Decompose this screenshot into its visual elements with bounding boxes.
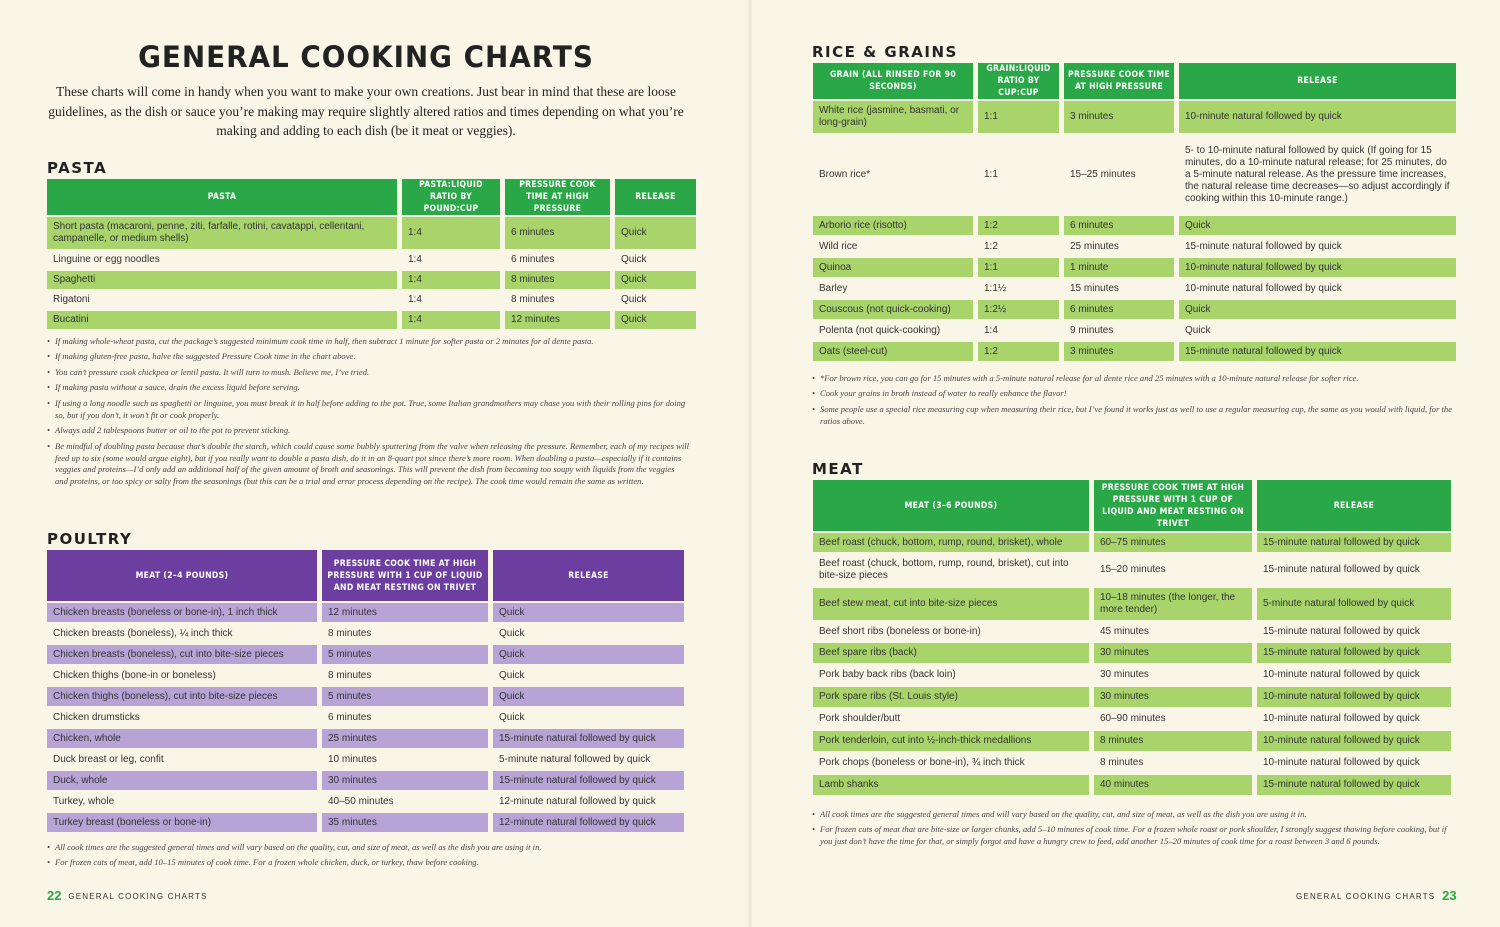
table-cell: Quick: [1179, 216, 1456, 235]
col-header: PRESSURE COOK TIME AT HIGH PRESSURE WITH 1 CUP OF LIQUID AND MEAT RESTING ON TRIVET: [1094, 480, 1252, 531]
col-header: PRESSURE COOK TIME AT HIGH PRESSURE: [1064, 63, 1174, 99]
table-cell: 15 minutes: [1070, 282, 1119, 294]
table-cell: Quinoa: [813, 258, 973, 277]
table-cell: Arborio rice (risotto): [813, 216, 973, 235]
table-cell: Chicken breasts (boneless or bone-in), 1 inch thick: [47, 603, 317, 622]
note-item: • *For brown rice, you can go for 15 minutes with a 5-minute natural release for al dente rice and 25 minutes with a 10-minute natural release for softer rice.: [812, 373, 1452, 385]
table-row: [47, 666, 684, 685]
table-cell: 1:2: [978, 342, 1059, 361]
table-cell: Quick: [499, 627, 525, 639]
table-cell: 15-minute natural followed by quick: [1263, 625, 1420, 637]
table-cell: Lamb shanks: [813, 775, 1089, 795]
table-cell: Duck breast or leg, confit: [53, 753, 164, 765]
table-cell: 3 minutes: [1064, 101, 1174, 133]
table-cell: 1 minute: [1064, 258, 1174, 277]
page-footer-left: [47, 888, 208, 903]
table-cell: 30 minutes: [1094, 687, 1252, 707]
table-cell: White rice (jasmine, basmati, or long-grain): [813, 101, 973, 133]
table-row: [813, 533, 1451, 552]
table-cell: 15-minute natural followed by quick: [1179, 342, 1456, 361]
note-item: • If making whole-wheat pasta, cut the package’s suggested minimum cook time in half, then subtract 1 minute for softer pasta or 2 minutes for al dente pasta.: [47, 336, 689, 348]
table-cell: 10-minute natural followed by quick: [1263, 713, 1420, 724]
table-cell: 1:2: [984, 240, 998, 252]
table-cell: 1:1½: [984, 282, 1007, 294]
table-cell: 35 minutes: [322, 813, 488, 832]
table-cell: Chicken drumsticks: [53, 711, 140, 723]
table-cell: 3 minutes: [1064, 342, 1174, 361]
meat-table: [808, 478, 1456, 797]
table-cell: 8 minutes: [328, 627, 372, 639]
table-cell: 40 minutes: [1094, 775, 1252, 795]
table-cell: 9 minutes: [1070, 324, 1114, 336]
table-cell: 10-minute natural followed by quick: [1179, 258, 1456, 277]
table-cell: Quick: [493, 603, 684, 622]
col-header: RELEASE: [1257, 480, 1451, 531]
table-cell: 15-minute natural followed by quick: [1257, 533, 1451, 552]
table-row: [813, 753, 1451, 773]
table-cell: 1:4: [402, 271, 500, 289]
page-footer-right: [1296, 888, 1457, 903]
table-row: [813, 237, 1456, 256]
table-cell: Chicken, whole: [47, 729, 317, 748]
table-cell: Brown rice*: [819, 168, 871, 180]
table-cell: 10-minute natural followed by quick: [1179, 101, 1456, 133]
table-cell: Quick: [621, 294, 647, 305]
table-cell: Beef short ribs (boneless or bone-in): [819, 625, 981, 637]
table-cell: 1:1: [978, 258, 1059, 277]
table-cell: Beef roast (chuck, bottom, rump, round, brisket), whole: [813, 533, 1089, 552]
pasta-notes: [47, 336, 689, 492]
table-cell: 1:4: [984, 324, 998, 336]
table-row: [813, 300, 1456, 319]
table-row: [813, 622, 1451, 641]
table-cell: 25 minutes: [322, 729, 488, 748]
poultry-heading: POULTRY: [47, 530, 133, 548]
table-cell: 15–20 minutes: [1100, 564, 1166, 575]
table-cell: 60–90 minutes: [1100, 713, 1166, 724]
table-cell: Bucatini: [47, 311, 397, 329]
table-cell: 5 minutes: [322, 687, 488, 706]
col-header: MEAT (2–4 POUNDS): [47, 550, 317, 601]
table-cell: 1:1: [978, 101, 1059, 133]
table-cell: Turkey breast (boneless or bone-in): [47, 813, 317, 832]
table-cell: 6 minutes: [511, 254, 555, 265]
table-cell: Couscous (not quick-cooking): [813, 300, 973, 319]
table-cell: Quick: [1179, 300, 1456, 319]
note-item: • All cook times are the suggested general times and will vary based on the quality, cut, and size of meat, as well as the dish you are using it in.: [812, 809, 1452, 821]
note-item: • If using a long noodle such as spaghetti or linguine, you must break it in half before adding to the pot. True, some Italian grandmothers may chase you with their rolling pins for doing so, but if you don’t, it won’t fit or cook properly.: [47, 398, 689, 422]
poultry-notes: [47, 842, 689, 873]
table-row: [47, 687, 684, 706]
table-row: [47, 645, 684, 664]
table-row: [47, 771, 684, 790]
col-header: GRAIN (ALL RINSED FOR 90 SECONDS): [813, 63, 973, 99]
page-number: 22: [47, 888, 62, 903]
table-cell: Chicken thighs (boneless), cut into bite-size pieces: [47, 687, 317, 706]
note-item: • If making gluten-free pasta, halve the suggested Pressure Cook time in the chart above.: [47, 351, 689, 363]
table-cell: 12-minute natural followed by quick: [499, 795, 656, 807]
table-cell: 1:4: [402, 217, 500, 249]
table-cell: 30 minutes: [1094, 643, 1252, 663]
table-row: [47, 708, 684, 727]
table-cell: 15-minute natural followed by quick: [1257, 775, 1451, 795]
poultry-table: [42, 548, 689, 834]
note-item: • For frozen cuts of meat, add 10–15 minutes of cook time. For a frozen whole chicken, duck, or turkey, thaw before cooking.: [47, 857, 689, 869]
note-item: • Be mindful of doubling pasta because that’s double the starch, which could cause some bubbly sputtering from the valve when releasing the pressure. Remember, each of my recipes will feed up to six (some would argue eight), but if you really want to double a pasta dish, do it in an 8-quart pot since there’s more room. When doubling a pasta—especially if it contains veggies and proteins—I’d only add an additional half of the given amount of broth and seasonings. This will prevent the dish from becoming too soupy with liquids from the veggies and proteins, or too spicy or salty from the seasonings (but this can be a trial and error process depending on the recipe). The cook time would remain the same as written.: [47, 441, 689, 488]
table-cell: 5-minute natural followed by quick: [1257, 588, 1451, 620]
table-cell: Quick: [499, 711, 525, 723]
table-cell: 6 minutes: [505, 217, 610, 249]
table-cell: Quick: [621, 254, 647, 265]
table-row: [47, 291, 696, 309]
table-row: [813, 135, 1456, 214]
rice-table: [808, 61, 1461, 363]
table-row: [47, 813, 684, 832]
table-cell: Turkey, whole: [53, 795, 115, 807]
table-cell: 8 minutes: [511, 294, 555, 305]
table-cell: 12 minutes: [322, 603, 488, 622]
col-header: RELEASE: [1179, 63, 1456, 99]
table-cell: Barley: [819, 282, 848, 294]
table-cell: Pork chops (boneless or bone-in), ¾ inch thick: [819, 757, 1025, 768]
table-row: [813, 588, 1451, 620]
table-row: [813, 258, 1456, 277]
col-header: PRESSURE COOK TIME AT HIGH PRESSURE: [505, 179, 610, 215]
table-cell: 10-minute natural followed by quick: [1263, 757, 1420, 768]
footer-label: GENERAL COOKING CHARTS: [68, 892, 208, 901]
table-cell: 8 minutes: [328, 669, 372, 681]
page-number: 23: [1442, 888, 1457, 903]
col-header: PRESSURE COOK TIME AT HIGH PRESSURE WITH 1 CUP OF LIQUID AND MEAT RESTING ON TRIVET: [322, 550, 488, 601]
table-cell: 30 minutes: [1100, 669, 1149, 680]
table-cell: Chicken breasts (boneless), ¼ inch thick: [53, 627, 233, 639]
col-header: MEAT (3–6 POUNDS): [813, 480, 1089, 531]
note-item: • Cook your grains in broth instead of water to really enhance the flavor!: [812, 388, 1452, 400]
table-row: [813, 342, 1456, 361]
pasta-heading: PASTA: [47, 159, 108, 177]
table-cell: 45 minutes: [1100, 625, 1149, 637]
table-cell: 8 minutes: [1100, 757, 1144, 768]
table-cell: 12 minutes: [505, 311, 610, 329]
col-header: PASTA: [47, 179, 397, 215]
note-item: • Always add 2 tablespoons butter or oil to the pot to prevent sticking.: [47, 425, 689, 437]
table-cell: Wild rice: [819, 240, 858, 252]
table-row: [47, 729, 684, 748]
table-cell: Quick: [493, 687, 684, 706]
note-item: • All cook times are the suggested general times and will vary based on the quality, cut, and size of meat, as well as the dish you are using it in.: [47, 842, 689, 854]
table-cell: Beef stew meat, cut into bite-size pieces: [813, 588, 1089, 620]
table-cell: 15-minute natural followed by quick: [493, 771, 684, 790]
table-cell: 1:2: [978, 216, 1059, 235]
col-header: GRAIN:LIQUID RATIO BY CUP:CUP: [978, 63, 1059, 99]
col-header: RELEASE: [493, 550, 684, 601]
table-cell: 10–18 minutes (the longer, the more tender): [1094, 588, 1252, 620]
table-cell: 1:4: [408, 294, 422, 305]
table-cell: Beef roast (chuck, bottom, rump, round, brisket), cut into bite-size pieces: [819, 558, 1069, 581]
table-cell: Chicken breasts (boneless), cut into bite-size pieces: [47, 645, 317, 664]
table-cell: Linguine or egg noodles: [53, 254, 160, 265]
page-title: GENERAL COOKING CHARTS: [138, 40, 594, 74]
table-cell: Pork spare ribs (St. Louis style): [813, 687, 1089, 707]
table-row: [47, 603, 684, 622]
table-row: [47, 271, 696, 289]
table-cell: Oats (steel-cut): [813, 342, 973, 361]
table-row: [813, 101, 1456, 133]
table-row: [813, 554, 1451, 586]
table-cell: 12-minute natural followed by quick: [493, 813, 684, 832]
table-row: [813, 731, 1451, 751]
table-cell: 10-minute natural followed by quick: [1257, 687, 1451, 707]
footer-label: GENERAL COOKING CHARTS: [1296, 892, 1436, 901]
table-cell: Pork tenderloin, cut into ½-inch-thick medallions: [813, 731, 1089, 751]
table-cell: 15-minute natural followed by quick: [1257, 643, 1451, 663]
table-cell: Pork shoulder/butt: [819, 713, 901, 724]
table-row: [813, 665, 1451, 685]
table-cell: 6 minutes: [1064, 300, 1174, 319]
table-cell: 5 minutes: [322, 645, 488, 664]
table-row: [813, 775, 1451, 795]
table-cell: Polenta (not quick-cooking): [819, 324, 941, 336]
table-row: [813, 687, 1451, 707]
table-cell: 40–50 minutes: [328, 795, 394, 807]
table-cell: Short pasta (macaroni, penne, ziti, farfalle, rotini, cavatappi, cellentani, campanelle, or medium shells): [47, 217, 397, 249]
rice-heading: RICE & GRAINS: [812, 43, 958, 61]
table-cell: 10 minutes: [328, 753, 377, 765]
table-row: [813, 709, 1451, 729]
table-row: [813, 321, 1456, 340]
table-row: [813, 643, 1451, 663]
table-cell: 1:4: [402, 311, 500, 329]
meat-notes: [812, 809, 1452, 852]
table-cell: Quick: [1185, 324, 1211, 336]
table-cell: 15-minute natural followed by quick: [1185, 240, 1342, 252]
table-cell: 5-minute natural followed by quick: [499, 753, 651, 765]
table-cell: Chicken thighs (bone-in or boneless): [53, 669, 216, 681]
table-cell: Duck, whole: [47, 771, 317, 790]
table-cell: Quick: [615, 311, 696, 329]
table-cell: Quick: [615, 217, 696, 249]
table-row: [47, 311, 696, 329]
pasta-table: [42, 177, 701, 331]
table-cell: 8 minutes: [1094, 731, 1252, 751]
intro-text: These charts will come in handy when you want to make your own creations. Just bear in mind that these are loose guidelines, as the dish or sauce you’re making may require slightly altered ratios and times depending on what you’re making and adding to each dish (be it meat or veggies).: [48, 84, 684, 138]
table-cell: Pork baby back ribs (back loin): [819, 669, 956, 680]
book-gutter: [748, 0, 752, 927]
table-cell: 6 minutes: [1064, 216, 1174, 235]
table-row: [47, 792, 684, 811]
note-item: • If making pasta without a sauce, drain the excess liquid before serving.: [47, 382, 689, 394]
table-cell: Rigatoni: [53, 294, 90, 305]
meat-heading: MEAT: [812, 460, 864, 478]
table-row: [813, 279, 1456, 298]
table-cell: 1:2½: [978, 300, 1059, 319]
table-row: [47, 624, 684, 643]
table-cell: 25 minutes: [1070, 240, 1119, 252]
table-cell: 10-minute natural followed by quick: [1263, 669, 1420, 680]
table-cell: 10-minute natural followed by quick: [1257, 731, 1451, 751]
note-item: • For frozen cuts of meat that are bite-size or larger chunks, add 5–10 minutes of cook time. For a frozen whole roast or pork shoulder, I strongly suggest thawing before cooking, but if you just don’t have the time for that, or simply forgot and have a hungry crew to feed, add another 15–20 minutes of cook time for a roast between 3 and 6 pounds.: [812, 824, 1452, 848]
table-cell: Quick: [499, 669, 525, 681]
table-row: [47, 750, 684, 769]
col-header: PASTA:LIQUID RATIO BY POUND:CUP: [402, 179, 500, 215]
rice-notes: [812, 373, 1452, 431]
table-row: [47, 217, 696, 249]
table-cell: 1:1: [984, 168, 998, 180]
table-cell: 6 minutes: [328, 711, 372, 723]
table-cell: 10-minute natural followed by quick: [1185, 282, 1342, 294]
col-header: RELEASE: [615, 179, 696, 215]
table-row: [47, 251, 696, 269]
table-cell: Quick: [493, 645, 684, 664]
table-cell: 30 minutes: [322, 771, 488, 790]
table-cell: 60–75 minutes: [1094, 533, 1252, 552]
table-cell: Quick: [615, 271, 696, 289]
table-cell: 8 minutes: [505, 271, 610, 289]
table-cell: 15-minute natural followed by quick: [493, 729, 684, 748]
table-row: [813, 216, 1456, 235]
note-item: • Some people use a special rice measuring cup when measuring their rice, but I’ve found it works just as well to use a regular measuring cup, the same as you would with liquid, for the ratios above.: [812, 404, 1452, 428]
table-cell: 15–25 minutes: [1070, 168, 1136, 180]
table-cell: Beef spare ribs (back): [813, 643, 1089, 663]
table-cell: 15-minute natural followed by quick: [1263, 564, 1420, 575]
table-cell: 1:4: [408, 254, 422, 265]
table-cell: 5- to 10-minute natural followed by quick (If going for 15 minutes, do a 10-minute natural release; for 25 minutes, do a 5-minute natural release. As the pressure time increases, the natural release time decreases—so adjust accordingly if cooking within this 10-minute range.): [1185, 144, 1450, 204]
note-item: • You can’t pressure cook chickpea or lentil pasta. It will turn to mush. Believe me, I’ve tried.: [47, 367, 689, 379]
table-cell: Spaghetti: [47, 271, 397, 289]
